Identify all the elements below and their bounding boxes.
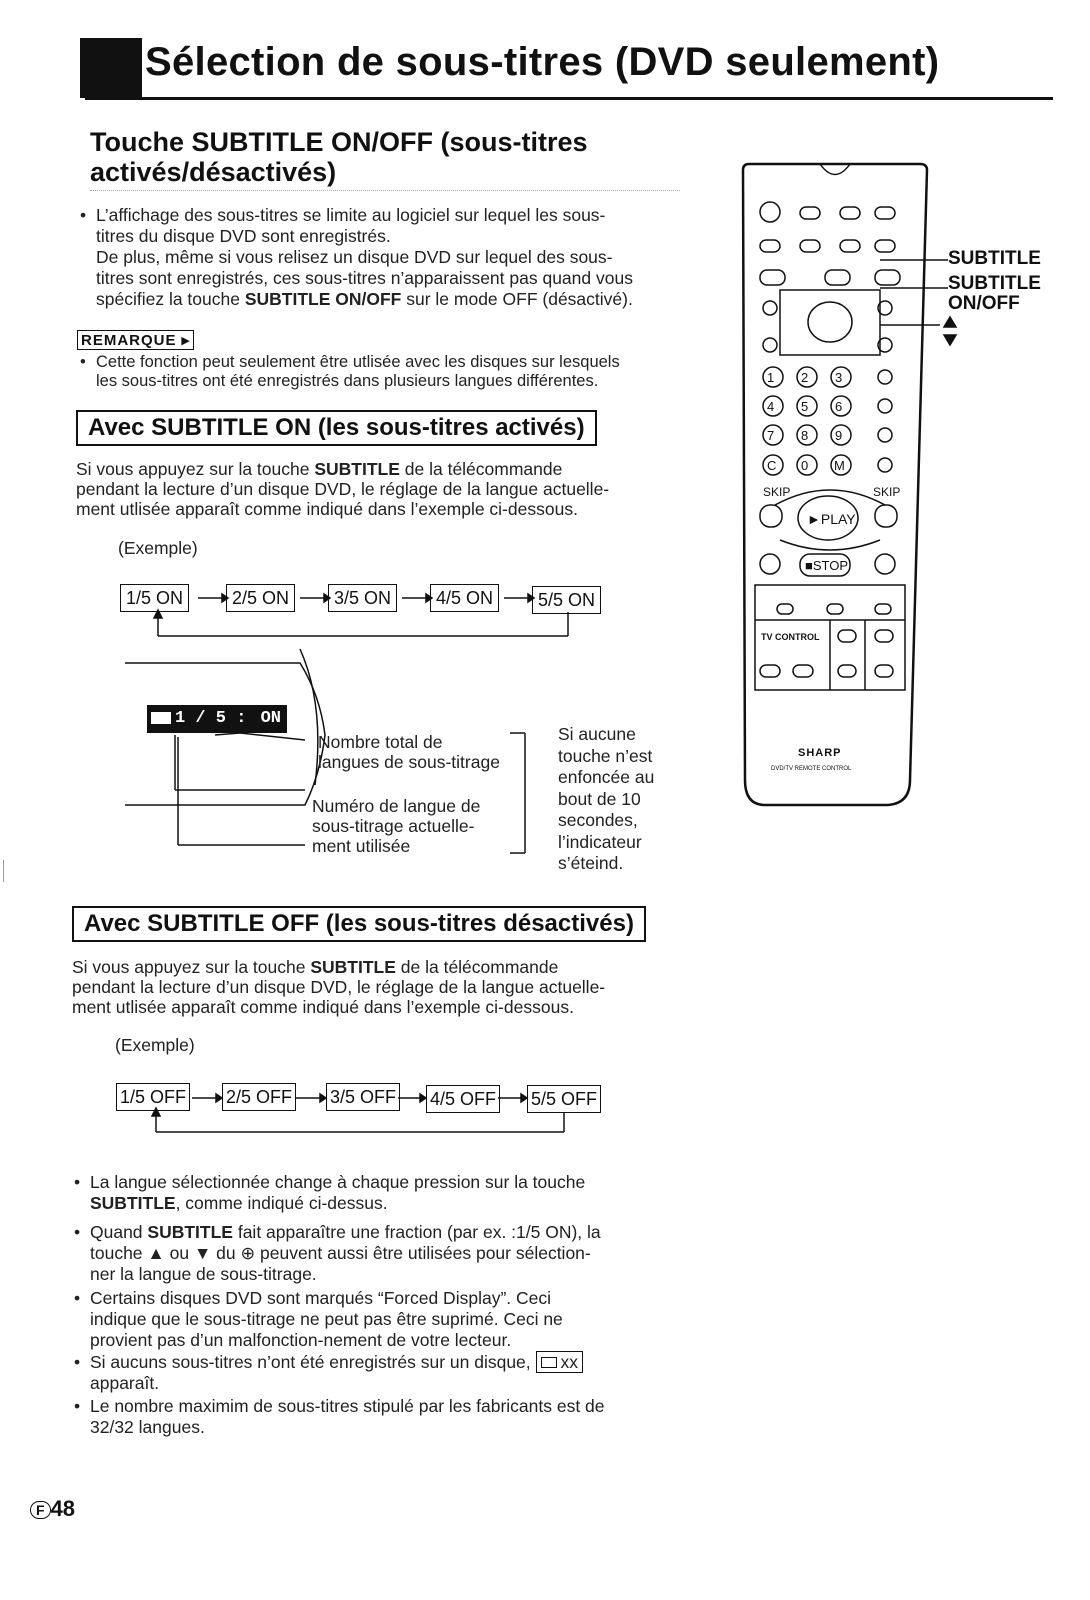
text-line: ner la langue de sous-titrage. — [90, 1264, 317, 1284]
text-line — [90, 1352, 583, 1373]
sequence-box-off: 5/5 OFF — [527, 1085, 601, 1113]
section1-bullet — [96, 205, 633, 310]
svg-text:C: C — [767, 458, 777, 473]
text-line: titres sont enregistrés, ces sous-titres n’apparaissent pas quand vous — [96, 268, 633, 288]
bold-run: SUBTITLE — [310, 957, 396, 977]
heading-dots — [90, 190, 680, 191]
text-run: sur le mode OFF (désactivé). — [401, 289, 633, 309]
svg-text:5: 5 — [801, 399, 809, 414]
text-run: fait apparaître une fraction (par ex. :1/5 ON), la — [232, 1222, 601, 1242]
svg-text:7: 7 — [767, 428, 775, 443]
sequence-box-off: 2/5 OFF — [222, 1083, 296, 1111]
osd-subtitle-display — [147, 705, 287, 733]
bold-run: SUBTITLE — [90, 1193, 176, 1213]
svg-text:2: 2 — [801, 370, 809, 385]
svg-text:SKIP: SKIP — [873, 485, 901, 499]
svg-text:6: 6 — [835, 399, 843, 414]
text-line: • L’affichage des sous-titres se limite au logiciel sur lequel les sous- — [96, 205, 606, 225]
sequence-box-on: 1/5 ON — [120, 584, 189, 612]
section1-heading-line2: activés/désactivés) — [90, 157, 337, 187]
svg-text:■STOP: ■STOP — [805, 558, 849, 573]
down-arrow-icon: ▼ — [193, 1243, 212, 1263]
svg-text:►PLAY: ►PLAY — [807, 511, 856, 527]
badge-text: xx — [560, 1352, 579, 1372]
text-line — [96, 289, 633, 310]
text-line: l’indicateur — [558, 831, 642, 852]
text-run: Si aucuns sous-titres n’ont été enregistrés sur un disque, — [90, 1352, 531, 1372]
text-line: Numéro de langue de — [312, 796, 481, 816]
sequence-arrows-on — [110, 590, 610, 650]
text-run: de la télécommande — [399, 459, 563, 479]
svg-text:M: M — [834, 458, 845, 473]
text-line: s’éteind. — [558, 853, 624, 873]
note-bullet — [90, 1396, 605, 1438]
text-line — [72, 957, 605, 977]
text-run: du — [211, 1243, 241, 1263]
remarque-bullet — [96, 353, 620, 391]
text-line — [90, 1243, 601, 1264]
svg-text:TV CONTROL: TV CONTROL — [761, 632, 820, 642]
cursor-pad-icon: ⊕ — [240, 1243, 256, 1263]
text-line — [90, 1222, 601, 1243]
note-bullet — [90, 1352, 583, 1394]
text-line: touche n’est — [558, 745, 653, 766]
osd-fraction: 1 / 5 : — [175, 709, 247, 728]
section2-example-label: (Exemple) — [118, 538, 198, 558]
text-line: sous-titrage actuelle- — [312, 816, 475, 836]
title-rule — [85, 97, 1053, 100]
text-line: pendant la lecture d’un disque DVD, le réglage de la langue actuelle- — [72, 977, 606, 997]
bold-run: SUBTITLE — [147, 1222, 233, 1242]
section1-heading-line1: Touche SUBTITLE ON/OFF (sous-titres — [90, 127, 588, 157]
text-line: Si aucune — [558, 724, 636, 744]
svg-text:SHARP: SHARP — [798, 747, 842, 759]
text-line: • Le nombre maximim de sous-titres stipulé par les fabricants est de — [90, 1396, 605, 1416]
remote-label-subtitle-onoff — [948, 274, 1041, 314]
note-bullet — [90, 1222, 601, 1285]
svg-text:9: 9 — [835, 428, 843, 443]
sequence-arrows-off — [106, 1090, 606, 1140]
text-line — [76, 459, 609, 479]
text-line: provient pas d’un malfonction-nement de votre lecteur. — [90, 1330, 512, 1350]
text-run: ou — [164, 1243, 194, 1263]
remarque-label: REMARQUE ▸ — [77, 330, 194, 350]
side-note — [558, 724, 654, 875]
text-line: secondes, — [558, 810, 638, 830]
text-run: spécifiez la touche — [96, 289, 245, 309]
section3-example-label: (Exemple) — [115, 1035, 195, 1055]
text-run: de la télécommande — [395, 957, 559, 977]
text-line: De plus, même si vous relisez un disque DVD sur lequel des sous- — [96, 247, 613, 267]
sequence-box-on: 2/5 ON — [226, 584, 295, 612]
text-run: , comme indiqué ci-dessus. — [175, 1193, 388, 1213]
sequence-box-on: 5/5 ON — [532, 586, 601, 614]
text-run: peuvent aussi être utilisées pour sélection- — [255, 1243, 591, 1263]
sequence-box-off: 3/5 OFF — [326, 1083, 400, 1111]
text-line: indique que le sous-titrage ne peut pas être suprimé. Ceci ne — [90, 1309, 563, 1329]
text-line: SUBTITLE — [948, 273, 1041, 294]
text-line: ON/OFF — [948, 293, 1020, 314]
callout-total — [318, 732, 500, 772]
text-line: ment utlisée apparaît comme indiqué dans l’exemple ci-dessous. — [72, 997, 574, 1017]
svg-text:3: 3 — [835, 370, 843, 385]
page-number-text: 48 — [50, 1496, 76, 1521]
text-line: titres du disque DVD sont enregistrés. — [96, 226, 391, 246]
svg-text:0: 0 — [801, 458, 809, 473]
remote-label-subtitle: SUBTITLE — [948, 248, 1041, 269]
subtitle-icon — [151, 712, 171, 724]
text-line: bout de 10 — [558, 788, 641, 809]
subtitle-icon — [541, 1357, 557, 1368]
sequence-box-off: 1/5 OFF — [116, 1083, 190, 1111]
section2-box-heading: Avec SUBTITLE ON (les sous-titres activés) — [76, 410, 597, 446]
text-line — [90, 1193, 585, 1214]
section2-paragraph — [76, 459, 609, 519]
callout-number — [312, 796, 480, 856]
page-prefix: F — [30, 1501, 51, 1519]
text-run: touche — [90, 1243, 148, 1263]
text-line: 32/32 langues. — [90, 1417, 205, 1437]
margin-mark — [3, 860, 4, 882]
svg-text:DVD/TV REMOTE CONTROL: DVD/TV REMOTE CONTROL — [771, 766, 852, 772]
svg-text:SKIP: SKIP — [763, 485, 791, 499]
text-line: les sous-titres ont été enregistrés dans plusieurs langues différentes. — [96, 372, 599, 390]
sequence-box-on: 3/5 ON — [328, 584, 397, 612]
note-bullet — [90, 1172, 585, 1214]
svg-text:8: 8 — [801, 428, 809, 443]
text-run: Si vous appuyez sur la touche — [76, 459, 315, 479]
remarque-text: REMARQUE — [81, 332, 177, 349]
bold-run: SUBTITLE — [314, 459, 400, 479]
osd-status: ON — [260, 709, 281, 728]
page-number — [30, 1496, 75, 1522]
page-title: Sélection de sous-titres (DVD seulement) — [145, 40, 940, 84]
section3-paragraph — [72, 957, 605, 1017]
up-arrow-icon: ▲ — [147, 1243, 165, 1263]
bold-run: SUBTITLE ON/OFF — [244, 289, 402, 309]
text-line: pendant la lecture d’un disque DVD, le réglage de la langue actuelle- — [76, 479, 610, 499]
text-line: apparaît. — [90, 1373, 160, 1393]
svg-text:4: 4 — [767, 399, 775, 414]
text-run: Si vous appuyez sur la touche — [72, 957, 311, 977]
text-line: ment utilisée — [312, 836, 411, 856]
sequence-box-off: 4/5 OFF — [426, 1085, 500, 1113]
note-bullet — [90, 1288, 563, 1351]
text-run: Quand — [90, 1222, 148, 1242]
text-line: ment utlisée apparaît comme indiqué dans l’exemple ci-dessous. — [76, 499, 578, 519]
text-line: • La langue sélectionnée change à chaque pression sur la touche — [90, 1172, 586, 1192]
text-line: langues de sous-titrage — [318, 752, 500, 772]
text-line: • Certains disques DVD sont marqués “Forced Display”. Ceci — [90, 1288, 551, 1308]
sequence-box-on: 4/5 ON — [430, 584, 499, 612]
no-subtitle-badge — [536, 1351, 584, 1373]
section-icon — [80, 38, 142, 98]
section3-box-heading: Avec SUBTITLE OFF (les sous-titres désactivés) — [72, 906, 646, 942]
text-line: Nombre total de — [318, 732, 443, 752]
text-line: • Cette fonction peut seulement être utlisée avec les disques sur lesquels — [96, 353, 620, 371]
svg-text:1: 1 — [767, 370, 775, 385]
text-line: enfoncée au — [558, 767, 655, 787]
